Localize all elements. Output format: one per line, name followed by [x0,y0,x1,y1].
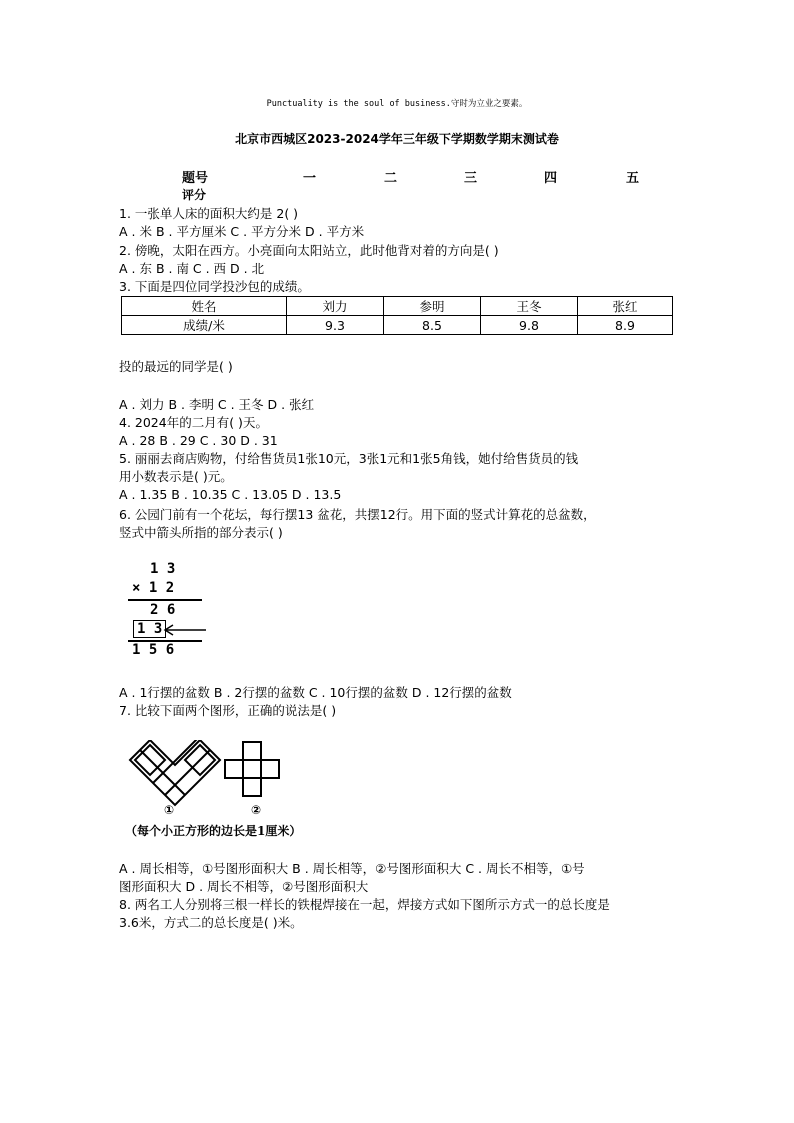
table-cell: 成绩/米 [122,316,287,335]
figure-2-cross-squares [225,742,279,796]
calc-multiplier: × 1 2 [132,580,175,596]
page-header: Punctuality is the soul of business.守时为立业之要素。 [266,99,528,109]
figure-1-diamond-squares [130,740,220,805]
q3-score-table [121,296,673,335]
table-cell: 王冬 [481,297,578,316]
score-col-4: 四 [544,171,558,186]
calc-line [128,599,202,601]
q6-stem-1: 6. 公园门前有一个花坛，每行摆13 盆花，共摆12行。用下面的竖式计算花的总盆数， [119,507,596,522]
q5-stem-1: 5. 丽丽去商店购物，付给售货员1张10元，3张1元和1张5角钱，她付给售货员的钱 [119,451,579,466]
calc-result: 1 5 6 [132,642,175,658]
table-row [122,316,673,335]
calc-partial-2-boxed: 1 3 [133,620,166,638]
figure-1-label: ① [164,803,175,817]
table-cell: 9.3 [287,316,384,335]
table-cell: 刘力 [287,297,384,316]
q3-options: A . 刘力 B . 李明 C . 王冬 D . 张红 [119,397,315,412]
q6-options: A . 1行摆的盆数 B . 2行摆的盆数 C . 10行摆的盆数 D . 12行摆的盆数 [119,685,512,700]
q7-options-1: A . 周长相等，①号图形面积大 B . 周长相等，②号图形面积大 C . 周长不相等，①号 [119,861,585,876]
score-col-3: 三 [464,171,478,186]
table-cell: 姓名 [122,297,287,316]
q1-options: A . 米 B . 平方厘米 C . 平方分米 D . 平方米 [119,224,365,239]
calc-partial-1: 2 6 [150,602,176,618]
page-title: 北京市西城区2023-2024学年三年级下学期数学期末测试卷 [235,132,559,146]
table-cell: 8.9 [578,316,673,335]
q6-stem-2: 竖式中箭头所指的部分表示( ) [119,525,283,540]
figure-caption: （每个小正方形的边长是1厘米） [125,824,302,838]
q8-stem-1: 8. 两名工人分别将三根一样长的铁棍焊接在一起，焊接方式如下图所示方式一的总长度是 [119,897,610,912]
q7-figures [120,740,300,820]
figure-2-label: ② [251,803,262,817]
q4-options: A . 28 B . 29 C . 30 D . 31 [119,433,278,448]
q5-stem-2: 用小数表示是( )元。 [119,469,233,484]
table-cell: 张红 [578,297,673,316]
score-row-label: 题号 [182,171,209,186]
q3-question: 投的最远的同学是( ) [119,359,233,374]
table-cell: 8.5 [384,316,481,335]
q1-stem: 1. 一张单人床的面积大约是 2( ) [119,206,299,221]
calc-multiplicand: 1 3 [150,561,176,577]
table-row [122,297,673,316]
q2-stem: 2. 傍晚，太阳在西方。小亮面向太阳站立，此时他背对着的方向是( ) [119,243,499,258]
score-col-1: 一 [303,171,317,186]
arrow-left-icon [160,623,210,637]
score-col-5: 五 [626,171,640,186]
q6-multiplication-figure [120,555,220,665]
score-col-2: 二 [384,171,398,186]
q3-stem: 3. 下面是四位同学投沙包的成绩。 [119,279,310,294]
q7-options-2: 图形面积大 D . 周长不相等，②号图形面积大 [119,879,369,894]
table-cell: 9.8 [481,316,578,335]
table-cell: 参明 [384,297,481,316]
q4-stem: 4. 2024年的二月有( )天。 [119,415,268,430]
score-label: 评分 [182,188,207,202]
q2-options: A . 东 B . 南 C . 西 D . 北 [119,261,265,276]
q5-options: A . 1.35 B . 10.35 C . 13.05 D . 13.5 [119,487,342,502]
q8-stem-2: 3.6米，方式二的总长度是( )米。 [119,915,303,930]
q7-stem: 7. 比较下面两个图形，正确的说法是( ) [119,703,337,718]
